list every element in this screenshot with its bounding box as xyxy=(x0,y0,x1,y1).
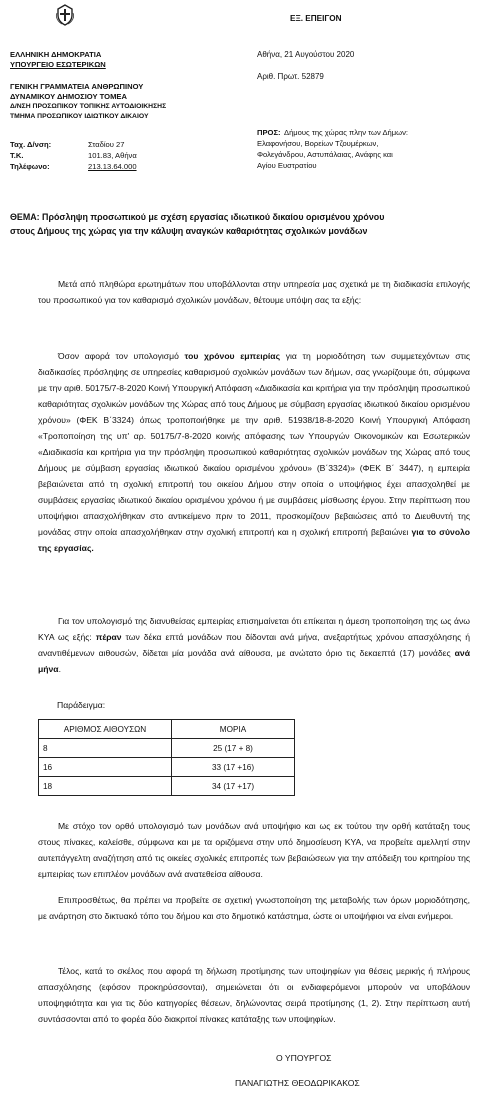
table-cell: 25 (17 + 8) xyxy=(172,739,295,758)
greek-emblem-icon xyxy=(55,4,75,26)
signature-title: Ο ΥΠΟΥΡΓΟΣ xyxy=(276,1053,332,1063)
recipient-label: ΠΡΟΣ: xyxy=(257,128,281,137)
paragraph-notification xyxy=(38,892,470,924)
p3-text-e: . xyxy=(58,664,61,674)
table-header-cell: ΑΡΙΘΜΟΣ ΑΙΘΟΥΣΩΝ xyxy=(39,720,172,739)
p3-text-c: των δέκα επτά μονάδων που δίδονται ανά μήνα, ανεξαρτήτως χρόνου απασχόλησης ή αναντιθέμενων αιθουσών, δίδεται μία μονάδα ανά αίθουσα, με ανώτατο όριο τις δεκαεπτά (17) μονάδες xyxy=(38,632,470,658)
subject-line-2: στους Δήμους της χώρας για την κάλυψη αναγκών καθαριότητας σχολικών μονάδων xyxy=(10,226,368,236)
dept-line-1: ΓΕΝΙΚΗ ΓΡΑΜΜΑΤΕΙΑ ΑΝΘΡΩΠΙΝΟΥ xyxy=(10,82,144,91)
p2-text-bold-1: του χρόνου εμπειρίας xyxy=(184,351,281,361)
example-table xyxy=(38,719,295,796)
p3-text-bold-1: πέραν xyxy=(95,632,122,642)
p2-text-a: Όσον αφορά τον υπολογισμό xyxy=(58,351,185,361)
address-label: Ταχ. Δ/νση: xyxy=(10,140,52,149)
phone-label: Τηλέφωνο: xyxy=(10,162,50,171)
signature-name: ΠΑΝΑΓΙΩΤΗΣ ΘΕΟΔΩΡΙΚΑΚΟΣ xyxy=(235,1078,360,1088)
dept-line-3: Δ/ΝΣΗ ΠΡΟΣΩΠΙΚΟΥ ΤΟΠΙΚΗΣ ΑΥΤΟΔΙΟΙΚΗΣΗΣ xyxy=(10,103,167,110)
ministry-name: ΥΠΟΥΡΓΕΙΟ ΕΣΩΤΕΡΙΚΩΝ xyxy=(10,60,106,69)
table-header-row xyxy=(39,720,295,739)
p2-text-bold-2: για το σύνολο της εργασίας. xyxy=(38,527,470,553)
table-row xyxy=(39,739,295,758)
postcode-label: Τ.Κ. xyxy=(10,151,24,160)
table-header-cell: ΜΟΡΙΑ xyxy=(172,720,295,739)
example-label: Παράδειγμα: xyxy=(57,700,106,710)
document-date: Αθήνα, 21 Αυγούστου 2020 xyxy=(257,50,355,59)
postcode-value: 101.83, Αθήνα xyxy=(88,151,137,160)
paragraph-intro-text: Μετά από πληθώρα ερωτημάτων που υποβάλλονται στην υπηρεσία μας σχετικά με τη διαδικασία επιλογής του προσωπικού για τον καθαρισμό σχολικών μονάδων, θέτουμε υπόψη σας τα εξής: xyxy=(38,279,470,305)
paragraph-calculation xyxy=(38,613,470,677)
table-cell: 16 xyxy=(39,758,172,777)
recipient-line-4: Αγίου Ευστρατίου xyxy=(257,161,317,170)
paragraph-intro xyxy=(38,276,470,308)
republic-name: ΕΛΛΗΝΙΚΗ ΔΗΜΟΚΡΑΤΙΑ xyxy=(10,50,102,59)
recipient-line-3: Φολεγάνδρου, Αστυπάλαιας, Ανάφης και xyxy=(257,150,393,159)
address-value: Σταδίου 27 xyxy=(88,140,125,149)
dept-line-2: ΔΥΝΑΜΙΚΟΥ ΔΗΜΟΣΙΟΥ ΤΟΜΕΑ xyxy=(10,92,127,101)
p3-text-a: Για τον υπολογισμό της διανυθείσας εμπειρίας επισημαίνεται ότι επίκειται η άμεση τροποποίηση της ως άνω ΚΥΑ ως εξής: xyxy=(38,616,470,642)
paragraph-notification-text: Επιπροσθέτως, θα πρέπει να προβείτε σε σχετική γνωστοποίηση της μεταβολής των όρων μοριοδότησης, με ανάρτηση στο δικτυακό τόπο του δήμου και στο δημοτικό κατάστημα, ώστε οι υποψήφιοι να είναι ενήμεροι. xyxy=(38,895,470,921)
priority-label: ΕΞ. ΕΠΕΙΓΟΝ xyxy=(290,14,342,23)
table-cell: 33 (17 +16) xyxy=(172,758,295,777)
table-row xyxy=(39,777,295,796)
recipient-line-1: Δήμους της χώρας πλην των Δήμων: xyxy=(284,128,408,137)
phone-value: 213.13.64.000 xyxy=(88,162,137,171)
table-row xyxy=(39,758,295,777)
paragraph-request xyxy=(38,818,470,882)
dept-line-4: ΤΜΗΜΑ ΠΡΟΣΩΠΙΚΟΥ ΙΔΙΩΤΙΚΟΥ ΔΙΚΑΙΟΥ xyxy=(10,113,149,120)
recipient-line-2: Ελαφονήσου, Βορείων Τζουμέρκων, xyxy=(257,139,379,148)
protocol-number: Αριθ. Πρωτ. 52879 xyxy=(257,72,324,81)
paragraph-request-text: Με στόχο τον ορθό υπολογισμό των μονάδων ανά υποψήφιο και ως εκ τούτου την ορθή κατάταξη τους στους πίνακες, καλείσθε, σύμφωνα και με τα οριζόμενα στην υπό δημοσίευση ΚΥΑ, να προβείτε αμελλητί στην αυτεπάγγελτη αναζήτηση από τις οικείες σχολικές επιτροπές των βεβαιώσεων για την απόδειξη του κριτηρίου της εμπειρίας των επιπλέον μονάδων ανά ανατεθείσα αίθουσα. xyxy=(38,821,470,879)
p3-text-bold-2: ανά μήνα xyxy=(38,648,470,674)
paragraph-experience xyxy=(38,348,470,556)
table-cell: 18 xyxy=(39,777,172,796)
p2-text-c: για τη μοριοδότηση των συμμετεχόντων στις διαδικασίες πρόσληψης σε υπηρεσίες καθαρισμού σχολικών μονάδων των δήμων, σας γνωρίζουμε ότι, σύμφωνα με την αριθ. 50175/7-8-2020 Κοινή Υπουργική Απόφαση «Διαδικασία και κριτήρια για την πρόσληψη προσωπικού καθαριότητας σχολικών μονάδων της Χώρας από τους Δήμους με σύμβαση εργασίας ιδιωτικού δικαίου ορισμένου χρόνου» (ΦΕΚ Β΄3324) όπως τροποποιήθηκε με την αριθ. 51938/18-8-2020 Κοινή Υπουργική Απόφαση «Τροποποίηση της υπ' αρ. 50175/7-8-2020 κοινής απόφασης των Υπουργών Οικονομικών και Εσωτερικών «Διαδικασία και κριτήρια για την πρόσληψη προσωπικού καθαριότητας σχολικών μονάδων της Χώρας από τους Δήμους με σύμβαση εργασίας ιδιωτικού δικαίου ορισμένου χρόνου» (Β΄3324)» (ΦΕΚ Β΄ 3447), η εμπειρία βεβαιώνεται από τη σχολική επιτροπή του οικείου Δήμου στην οποία ο υποψήφιος έχει απασχοληθεί με συμβάσεις εργασίας ιδιωτικού δικαίου ορισμένου χρόνου ή με συμβάσεις μίσθωσης έργου. Στην περίπτωση που υποψήφιοι απασχολήθηκαν στο αντικείμενο πριν το 2011, προσκομίζουν βεβαιώσεις από το Διευθυντή της μονάδας στην οποία απασχολήθηκαν στην σχολική επιτροπή και η σχολική επιτροπή βεβαιώνει xyxy=(38,351,470,537)
table-cell: 34 (17 +17) xyxy=(172,777,295,796)
paragraph-preference xyxy=(38,963,470,1027)
table-cell: 8 xyxy=(39,739,172,758)
subject-line-1: ΘΕΜΑ: Πρόσληψη προσωπικού με σχέση εργασίας ιδιωτικού δικαίου ορισμένου χρόνου xyxy=(10,212,385,222)
paragraph-preference-text: Τέλος, κατά το σκέλος που αφορά τη δήλωση προτίμησης των υποψηφίων για θέσεις μερικής ή πλήρους απασχόλησης (εφόσον προκηρύσσονται), σημειώνεται ότι οι ενδιαφερόμενοι μπορούν να υποβάλουν υποψηφιότητα και για τις δύο κατηγορίες θέσεων, δηλώνοντας σειρά προτίμησης (1, 2). Στην περίπτωση αυτή συντάσσονται από το φορέα δύο διακριτοί πίνακες κατάταξης των υποψηφίων. xyxy=(38,966,470,1024)
